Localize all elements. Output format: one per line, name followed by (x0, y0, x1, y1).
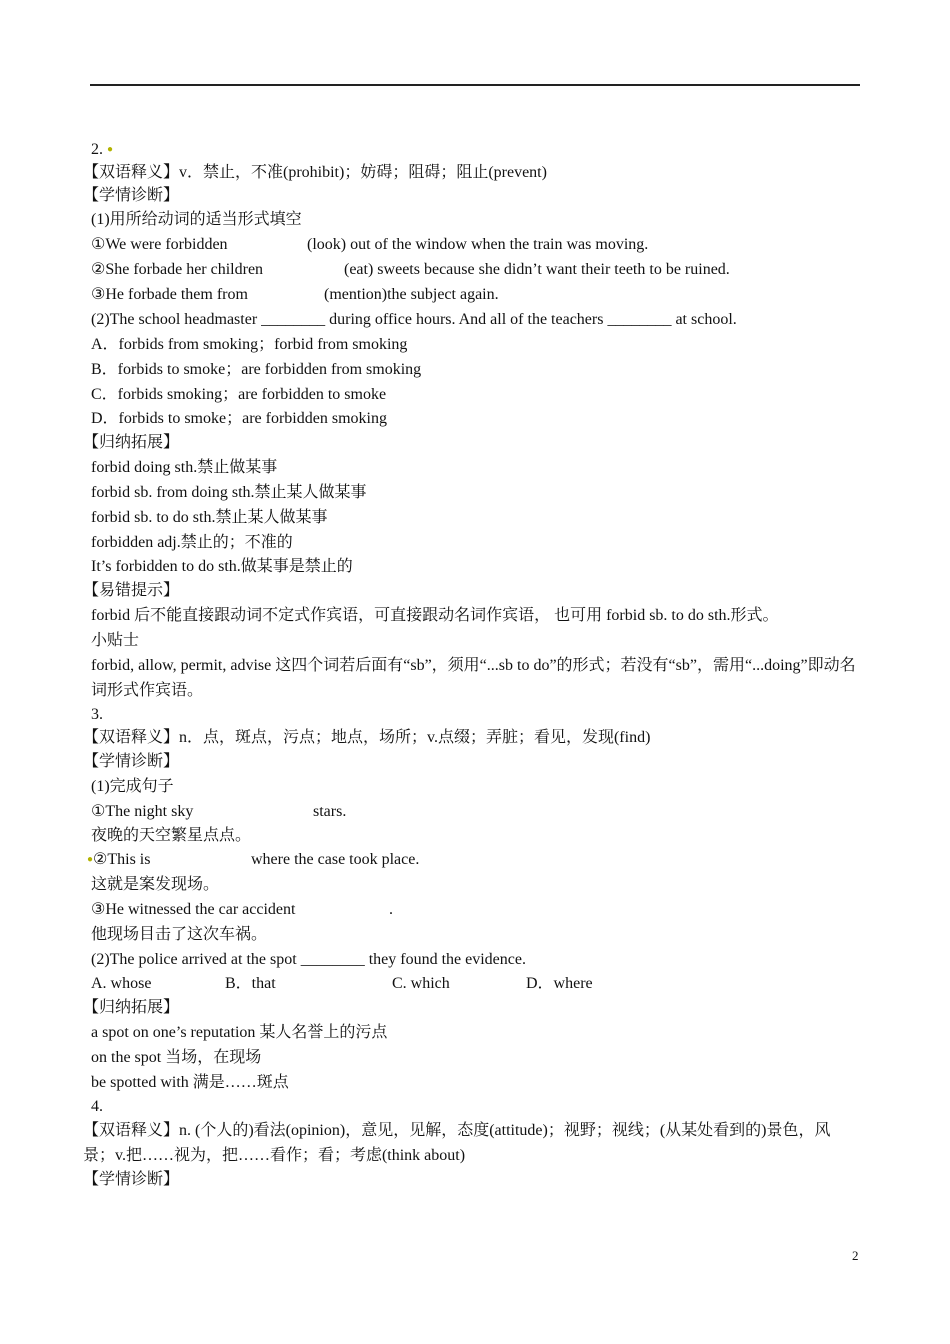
section-heading-expansion: 【归纳拓展】 (83, 434, 180, 451)
section-heading-diagnosis: 【学情诊断】 (83, 1171, 180, 1188)
option-a: A．forbids from smoking；forbid from smoking (91, 336, 408, 353)
translation-2: 这就是案发现场。 (91, 876, 220, 893)
exercise-sentence-2: ②She forbade her children (eat) sweets because she didn’t want their teeth to be ruined. (91, 261, 730, 278)
tip-text: forbid, allow, permit, advise 这四个词若后面有“sb”，须用“...sb to do”的形式；若没有“sb”，需用“...doing”即动名词形式作宾语。 (91, 657, 856, 699)
option-d: D．forbids to smoke；are forbidden smoking (91, 410, 387, 427)
section-heading-diagnosis: 【学情诊断】 (83, 753, 180, 770)
exercise-instruction: (1)用所给动词的适当形式填空 (91, 211, 302, 228)
section-heading-diagnosis: 【学情诊断】 (83, 187, 180, 204)
exercise-sentence-1: ①The night sky stars. (91, 803, 347, 820)
item-number-3: 3. (91, 706, 103, 723)
usage-line: forbid sb. from doing sth.禁止某人做某事 (91, 484, 367, 501)
item-number-4: 4. (91, 1098, 103, 1115)
options-row: A. whose B．that C. which D．where (91, 975, 593, 992)
item-number-2: 2. ● (91, 141, 114, 158)
translation-1: 夜晚的天空繁星点点。 (91, 827, 252, 844)
exercise-sentence-3: ③He forbade them from (mention)the subject again. (91, 286, 499, 303)
usage-line: It’s forbidden to do sth.做某事是禁止的 (91, 558, 353, 575)
document-body (83, 138, 861, 1191)
option-c: C．forbids smoking；are forbidden to smoke (91, 386, 387, 403)
usage-line: forbid sb. to do sth.禁止某人做某事 (91, 509, 328, 526)
exercise-sentence-3: ③He witnessed the car accident . (91, 901, 393, 918)
multiple-choice-question: (2)The school headmaster ________ during office hours. And all of the teachers ________ at school. (91, 311, 737, 328)
tip-heading: 小贴士 (91, 632, 140, 649)
usage-line: on the spot 当场，在现场 (91, 1049, 262, 1066)
definition-view: 【双语释义】n. (个人的)看法(opinion)，意见，见解，态度(attitude)；视野；视线；(从某处看到的)景色，风景；v.把……视为，把……看作；看；考虑(think about) (83, 1122, 831, 1164)
exercise-sentence-2: ● ②This is where the case took place. (87, 851, 420, 868)
usage-line: forbidden adj.禁止的；不准的 (91, 534, 293, 551)
section-heading-common-errors: 【易错提示】 (83, 582, 180, 599)
header-rule (90, 84, 860, 86)
option-b: B．forbids to smoke；are forbidden from smoking (91, 361, 422, 378)
usage-line: forbid doing sth.禁止做某事 (91, 459, 278, 476)
exercise-sentence-1: ①We were forbidden (look) out of the window when the train was moving. (91, 236, 649, 253)
usage-line: a spot on one’s reputation 某人名誉上的污点 (91, 1024, 388, 1041)
definition-spot: 【双语释义】n．点，斑点，污点；地点，场所；v.点缀；弄脏；看见，发现(find) (83, 729, 651, 746)
translation-3: 他现场目击了这次车祸。 (91, 926, 268, 943)
multiple-choice-question: (2)The police arrived at the spot ________ they found the evidence. (91, 951, 526, 968)
exercise-instruction: (1)完成句子 (91, 778, 174, 795)
error-tip: forbid 后不能直接跟动词不定式作宾语，可直接跟动名词作宾语， 也可用 forbid sb. to do sth.形式。 (91, 607, 779, 624)
definition-forbid: 【双语释义】v．禁止，不准(prohibit)；妨碍；阻碍；阻止(prevent) (83, 164, 547, 181)
page-number: 2 (852, 1248, 859, 1263)
usage-line: be spotted with 满是……斑点 (91, 1074, 289, 1091)
section-heading-expansion: 【归纳拓展】 (83, 999, 180, 1016)
